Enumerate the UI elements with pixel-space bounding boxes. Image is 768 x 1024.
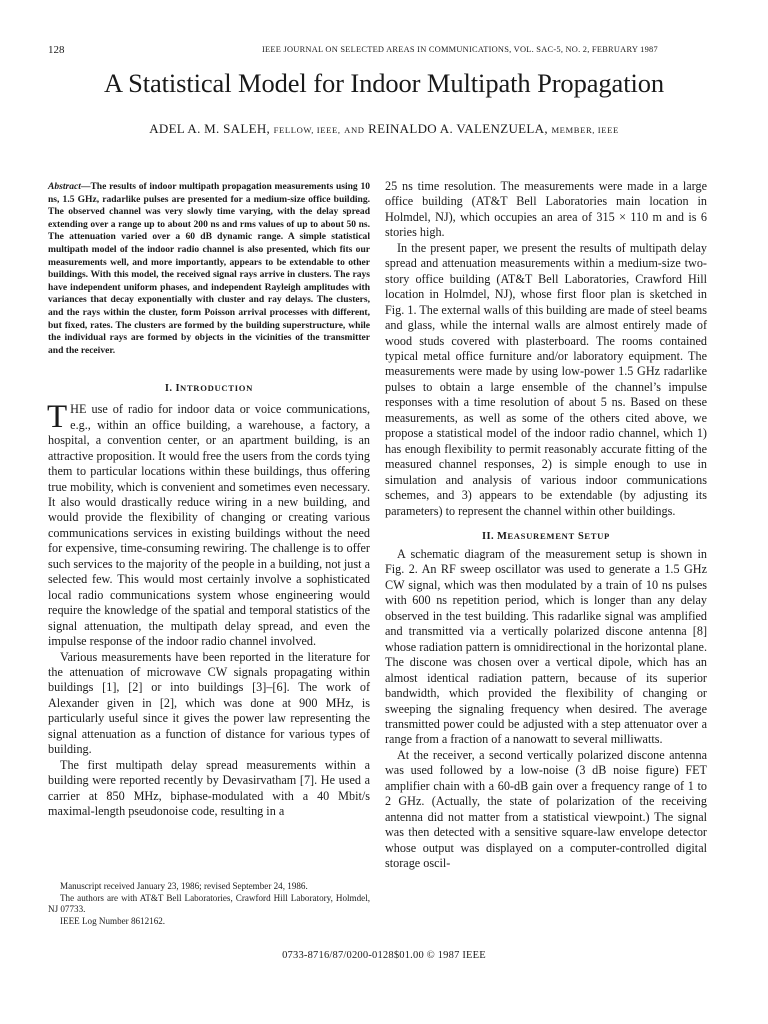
setup-paragraph-1: A schematic diagram of the measurement setup is shown in Fig. 2. An RF sweep oscillator was used to generate a 1.5 GHz CW signal, which was then modulated by a train of 10 ns pulses with 600 ns repetition period, which is longer than any delay observed in the test building. This radarlike signal was amplified and transmitted via a vertically polarized discone antenna [8] whose radiation pattern is omnidirectional in the horizontal plane. The discone was chosen over a vertical dipole, which has an almost identical radiation pattern, because of its superior bandwidth, which provided the flexibility of changing or sweeping the signaling frequency when desired. The average transmitted power could be adjusted with a step attenuator over a range from a fraction of a nanowatt to several milliwatts. [385,546,707,747]
author-conjunction: AND [344,125,365,135]
section-2-title-m: M [497,530,508,542]
footnote [48,881,370,927]
footnote-affiliation: The authors are with AT&T Bell Laboratories, Crawford Hill Laboratory, Holmdel, NJ 07733. [48,892,370,914]
abstract-label: Abstract [48,181,81,192]
section-1-title-initial: I [175,383,180,395]
author-2-role: MEMBER, IEEE [551,125,619,135]
section-2-title-s: S [578,530,585,542]
intro-paragraph-2: Various measurements have been reported in the literature for the attenuation of microwave CW signals propagating within buildings [1], [2] or into buildings [3]–[6]. The work of Alexander given in [2], which was done at 900 MHz, is particularly useful since it gives the power law representing the signal attenuation as a function of distance for various types of building. [48,649,370,757]
section-2-number: II. [481,530,494,542]
drop-cap: T [47,399,68,436]
left-column [48,181,370,820]
paper-title: A Statistical Model for Indoor Multipath Propagation [103,68,665,98]
abstract [48,181,370,357]
section-1-title-rest: NTRODUCTION [179,383,254,394]
page-number: 128 [48,44,65,56]
author-1-role: FELLOW, IEEE, [273,125,341,135]
setup-paragraph-2: At the receiver, a second vertically polarized discone antenna was used followed by a low-noise (3 dB noise figure) FET amplifier chain with a 60-dB gain over a frequency range of 1 to 2 GHz. (Actually, the state of polarization of the receiving antenna did not matter from a statistical viewpoint.) The signal was then detected with a sensitive square-law envelope detector whose output was displayed on a computer-controlled digital storage oscil- [385,747,707,871]
intro-paragraph-3: The first multipath delay spread measurements within a building were reported recently by Devasirvatham [7]. He used a carrier at 850 MHz, biphase-modulated with a 40 Mbit/s maximal-length pseudonoise code, resulting in a [48,757,370,819]
footnote-log-number: IEEE Log Number 8612162. [60,915,166,926]
footnote-received: Manuscript received January 23, 1986; revised September 24, 1986. [60,881,308,891]
copyright-line: 0733-8716/87/0200-0128$01.00 © 1987 IEEE [282,950,486,961]
author-line [0,121,768,137]
intro-paragraph-1 [47,399,370,649]
right-column [385,179,707,871]
section-2-title-etup: ETUP [584,530,610,541]
intro-paragraph-3-continued: 25 ns time resolution. The measurements were made in a large office building (AT&T Bell Laboratories main location in Holmdel, NJ), which occupies an area of 315 × 110 m and is 6 stories high. [385,179,707,240]
author-1-name: ADEL A. M. SALEH, [149,121,271,136]
running-head: IEEE JOURNAL ON SELECTED AREAS IN COMMUNICATIONS, VOL. SAC-5, NO. 2, FEBRUARY 1987 [262,45,658,54]
section-1-number: I. [164,383,173,395]
intro-paragraph-1-text: HE use of radio for indoor data or voice communications, e.g., within an office building, a warehouse, a factory, a hospital, a convention center, or an apartment building, is an attractive proposition. It would free the users from the cords tying them to particular locations within these buildings, thus offering true mobility, which is convenient and sometimes even necessary. It also would drastically reduce wiring in a new building, and would provide the flexibility of changing or creating various communications services in existing buildings without the need for expensive, time-consuming rewiring. The challenge is to offer such services to the majority of the people in a building, not just a selected few. This would most certainly involve a sophisticated local radio communications system whose engineering would require the knowledge of the spatial and temporal statistics of the signal attenuation, the multipath delay spread, and even the impulse response of the indoor radio channel involved. [48,402,370,649]
section-heading-introduction [48,383,370,394]
author-2-name: REINALDO A. VALENZUELA, [368,121,548,136]
section-heading-measurement-setup [385,531,707,542]
intro-paragraph-4: In the present paper, we present the results of multipath delay spread and attenuation measurements within a medium-size two-story office building (AT&T Bell Laboratories, Crawford Hill location in Holmdel, NJ), whose first floor plan is sketched in Fig. 1. The external walls of this building are made of steel beams and glass, while the internal walls are almost entirely made of wood studs covered with plasterboard. The rooms contained typical metal office furniture and/or laboratory equipment. The measurements were made by using low-power 1.5 GHz radarlike pulses to obtain a large ensemble of the channel’s impulse responses with a time resolution of about 5 ns. Based on these measurements, as well as some of the others cited above, we propose a statistical model of the indoor radio channel, which 1) has enough flexibility to permit reasonably accurate fitting of the measured channel responses, 2) is simple enough to use in simulation and analysis of various indoor communications schemes, and 3) appears to be extendable (by adjusting its parameters) to represent the channel within other buildings. [385,240,707,518]
section-2-title-easurement: EASUREMENT [507,530,575,541]
abstract-text: —The results of indoor multipath propagation measurements using 10 ns, 1.5 GHz, radarlike pulses are presented for a medium-size office building. The observed channel was very slowly time varying, with the delay spread extending over a range up to about 200 ns and rms values of up to about 50 ns. The attenuation varied over a 60 dB dynamic range. A simple statistical multipath model of the indoor radio channel is also presented, which fits our measurements well, and more importantly, appears to be extendable to other buildings. With this model, the received signal rays arrive in clusters. The rays have independent uniform phases, and independent Rayleigh amplitudes with variances that decay exponentially with cluster and ray delays. The clusters, and the rays within the cluster, form Poisson arrival processes with different, but fixed, rates. The clusters are formed by the building superstructure, while the individual rays are formed by objects in the vicinities of the transmitter and the receiver. [48,181,370,356]
